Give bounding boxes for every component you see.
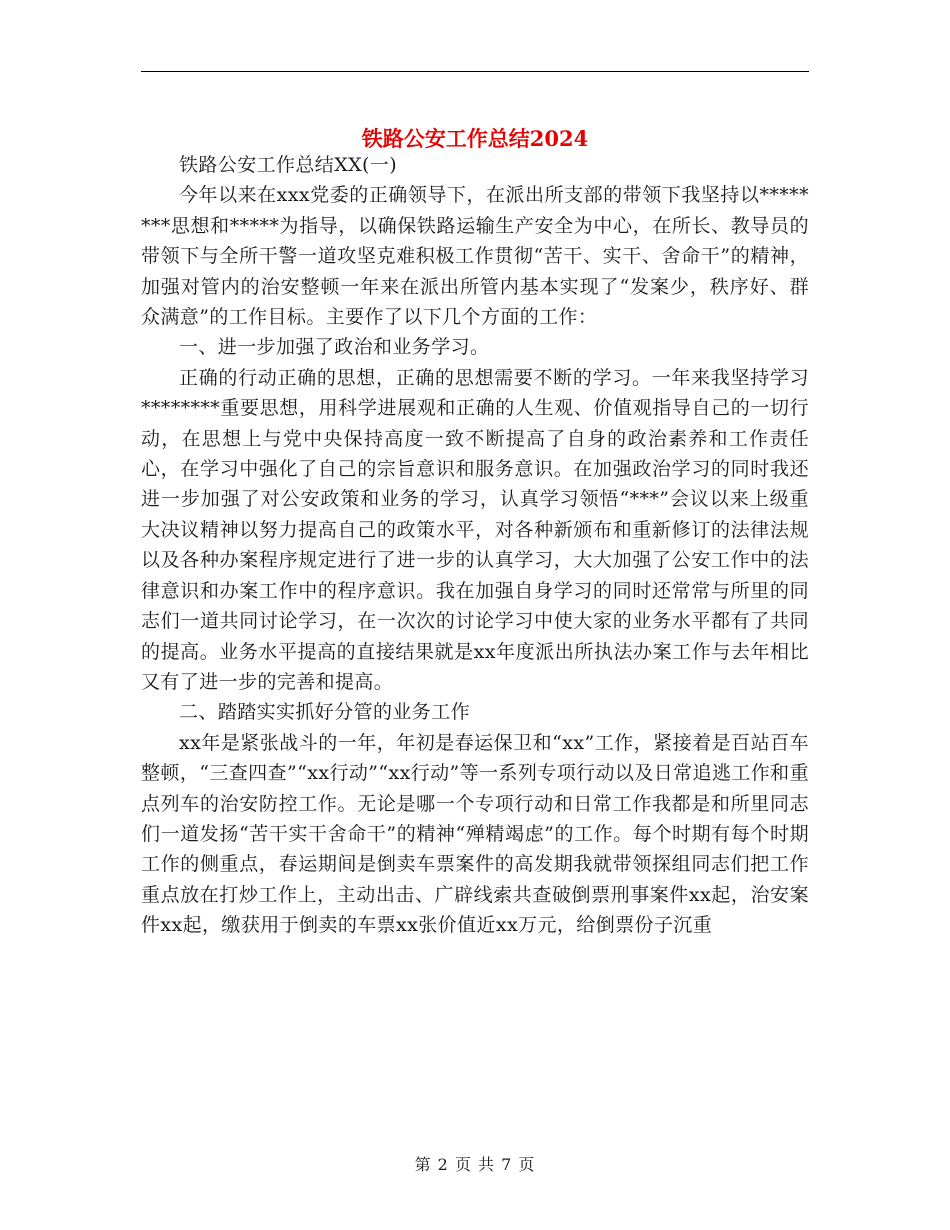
document-title: 铁路公安工作总结2024 [361,126,589,152]
document-body [141,150,809,941]
page-number: 第 2 页 共 7 页 [414,1155,536,1174]
section-heading-1: 一、进一步加强了政治和业务学习。 [179,336,490,359]
section-1-paragraph: 正确的行动正确的思想，正确的思想需要不断的学习。一年来我坚持学习********重要思想，用科学进展观和正确的人生观、价值观指导自己的一切行动，在思想上与党中央保持高度一致不断提高了自身的政治素养和工作责任心，在学习中强化了自己的宗旨意识和服务意识。在加强政治学习的同时我还进一步加强了对公安政策和业务的学习，认真学习领悟“***”会议以来上级重大决议精神以努力提高自己的政策水平，对各种新颁布和重新修订的法律法规以及各种办案程序规定进行了进一步的认真学习，大大加强了公安工作中的法律意识和办案工作中的程序意识。我在加强自身学习的同时还常常与所里的同志们一道共同讨论学习，在一次次的讨论学习中使大家的业务水平都有了共同的提高。业务水平提高的直接结果就是xx年度派出所执法办案工作与去年相比又有了进一步的完善和提高。 [141,366,809,693]
section-heading-2: 二、踏踏实实抓好分管的业务工作 [179,701,471,724]
subtitle-paragraph: 铁路公安工作总结XX(一) [179,154,398,176]
intro-paragraph: 今年以来在xxx党委的正确领导下，在派出所支部的带领下我坚持以********思想和*****为指导，以确保铁路运输生产安全为中心，在所长、教导员的带领下与全所干警一道攻坚克难积极工作贯彻“苦干、实干、舍命干”的精神，加强对管内的治安整顿一年来在派出所管内基本实现了“发案少，秩序好、群众满意”的工作目标。主要作了以下几个方面的工作： [141,184,809,329]
section-2-paragraph: xx年是紧张战斗的一年，年初是春运保卫和“xx”工作，紧接着是百站百车整顿，“三查四查”“xx行动”“xx行动”等一系列专项行动以及日常追逃工作和重点列车的治安防控工作。无论是哪一个专项行动和日常工作我都是和所里同志们一道发扬“苦干实干舍命干”的精神“殚精竭虑”的工作。每个时期有每个时期工作的侧重点，春运期间是倒卖车票案件的高发期我就带领探组同志们把工作重点放在打炒工作上，主动出击、广辟线索共查破倒票刑事案件xx起，治安案件xx起，缴获用于倒卖的车票xx张价值近xx万元，给倒票份子沉重 [141,731,809,937]
header-rule [141,71,809,72]
